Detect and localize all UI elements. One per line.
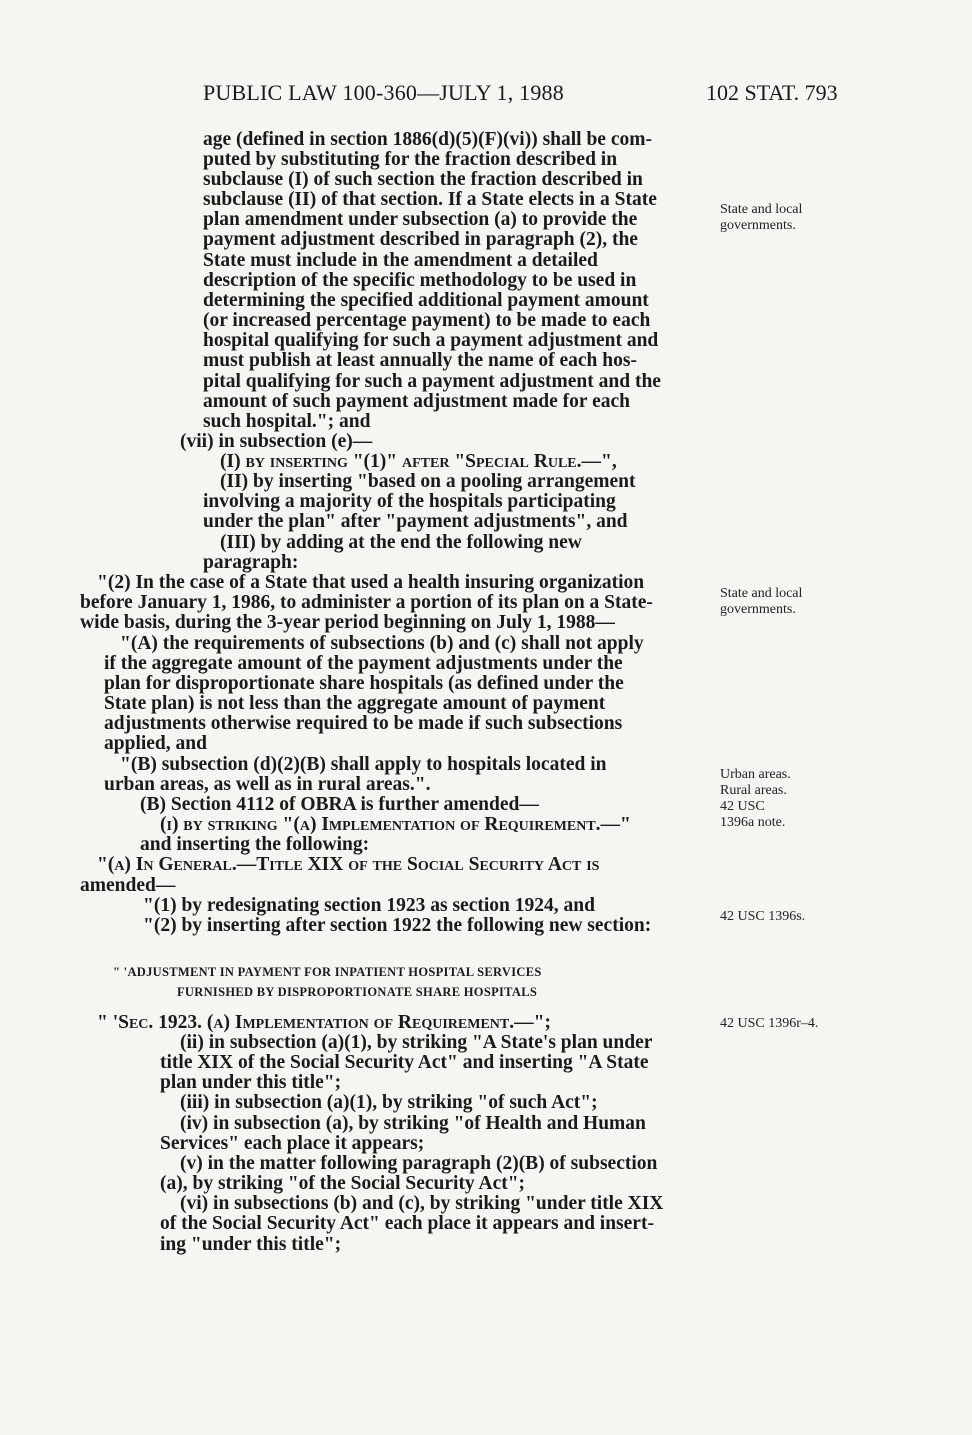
text-line: "(A) the requirements of subsections (b) and (c) shall not apply: [120, 633, 644, 654]
text-line: (iv) in subsection (a), by striking "of Health and Human: [180, 1113, 646, 1134]
text-line: urban areas, as well as in rural areas.".: [104, 774, 431, 795]
text-line: before January 1, 1986, to administer a portion of its plan on a State-: [80, 592, 653, 613]
margin-note: State and local governments.: [720, 586, 803, 617]
margin-note: Rural areas.: [720, 783, 787, 798]
text-line: determining the specified additional payment amount: [203, 290, 649, 311]
margin-note: State and local governments.: [720, 202, 803, 233]
text-line: wide basis, during the 3-year period beginning on July 1, 1988—: [80, 612, 615, 633]
text-line: and inserting the following:: [140, 834, 370, 855]
text-line: plan amendment under subsection (a) to provide the: [203, 209, 638, 230]
margin-note: 42 USC 1396s.: [720, 909, 806, 924]
text-line: puted by substituting for the fraction described in: [203, 149, 618, 170]
text-line: plan under this title";: [160, 1072, 342, 1093]
text-line: "(2) In the case of a State that used a health insuring organization: [97, 572, 645, 593]
text-line: amended—: [80, 875, 176, 896]
text-line: "(B) subsection (d)(2)(B) shall apply to hospitals located in: [120, 754, 607, 775]
text-line: plan for disproportionate share hospitals (as defined under the: [104, 673, 624, 694]
text-line: subclause (II) of that section. If a State elects in a State: [203, 189, 657, 210]
text-line: State plan) is not less than the aggregate amount of payment: [104, 693, 606, 714]
text-line: adjustments otherwise required to be made if such subsections: [104, 713, 623, 734]
text-line: ing "under this title";: [160, 1234, 342, 1255]
margin-note: 42 USC 1396a note.: [720, 799, 786, 830]
text-line: (a), by striking "of the Social Security Act";: [160, 1173, 526, 1194]
margin-note: 42 USC 1396r–4.: [720, 1016, 819, 1031]
text-line: description of the specific methodology to be used in: [203, 270, 637, 291]
text-line: (iii) in subsection (a)(1), by striking "of such Act";: [180, 1092, 598, 1113]
text-line: paragraph:: [203, 552, 299, 573]
text-line: " 'Sec. 1923. (a) Implementation of Requirement.—";: [97, 1012, 551, 1033]
text-line: (vi) in subsections (b) and (c), by striking "under title XIX: [180, 1193, 664, 1214]
text-line: (I) by inserting "(1)" after "Special Rule.—",: [220, 451, 617, 472]
text-line: Services" each place it appears;: [160, 1133, 425, 1154]
text-line: (i) by striking "(a) Implementation of Requirement.—": [160, 814, 631, 835]
text-line: involving a majority of the hospitals participating: [203, 491, 616, 512]
text-line: of the Social Security Act" each place it appears and insert-: [160, 1213, 654, 1234]
text-line: amount of such payment adjustment made for each: [203, 391, 631, 412]
section-heading: " 'ADJUSTMENT IN PAYMENT FOR INPATIENT HOSPITAL SERVICES: [113, 965, 542, 979]
text-line: State must include in the amendment a detailed: [203, 250, 598, 271]
section-heading: FURNISHED BY DISPROPORTIONATE SHARE HOSPITALS: [177, 985, 538, 999]
text-line: "(a) In General.—Title XIX of the Social Security Act is: [97, 854, 600, 875]
text-line: under the plan" after "payment adjustments", and: [203, 511, 628, 532]
text-line: (III) by adding at the end the following new: [220, 532, 582, 553]
law-title: PUBLIC LAW 100-360—JULY 1, 1988: [203, 80, 564, 105]
text-line: (v) in the matter following paragraph (2)(B) of subsection: [180, 1153, 658, 1174]
text-line: applied, and: [104, 733, 207, 754]
text-line: such hospital."; and: [203, 411, 371, 432]
text-line: title XIX of the Social Security Act" and inserting "A State: [160, 1052, 649, 1073]
text-line: (ii) in subsection (a)(1), by striking "A State's plan under: [180, 1032, 653, 1053]
text-line: if the aggregate amount of the payment adjustments under the: [104, 653, 623, 674]
text-line: (II) by inserting "based on a pooling arrangement: [220, 471, 636, 492]
page-number: 102 STAT. 793: [706, 80, 838, 105]
page-header: [0, 80, 972, 114]
text-line: payment adjustment described in paragraph (2), the: [203, 229, 638, 250]
text-line: pital qualifying for such a payment adjustment and the: [203, 371, 661, 392]
text-line: age (defined in section 1886(d)(5)(F)(vi)) shall be com-: [203, 129, 652, 150]
text-line: hospital qualifying for such a payment adjustment and: [203, 330, 659, 351]
text-line: must publish at least annually the name of each hos-: [203, 350, 637, 371]
margin-note: Urban areas.: [720, 767, 791, 782]
text-line: "(2) by inserting after section 1922 the following new section:: [143, 915, 652, 936]
text-line: subclause (I) of such section the fraction described in: [203, 169, 643, 190]
text-line: (vii) in subsection (e)—: [180, 431, 373, 452]
text-line: (B) Section 4112 of OBRA is further amended—: [140, 794, 539, 815]
text-line: (or increased percentage payment) to be made to each: [203, 310, 651, 331]
text-line: "(1) by redesignating section 1923 as section 1924, and: [143, 895, 595, 916]
